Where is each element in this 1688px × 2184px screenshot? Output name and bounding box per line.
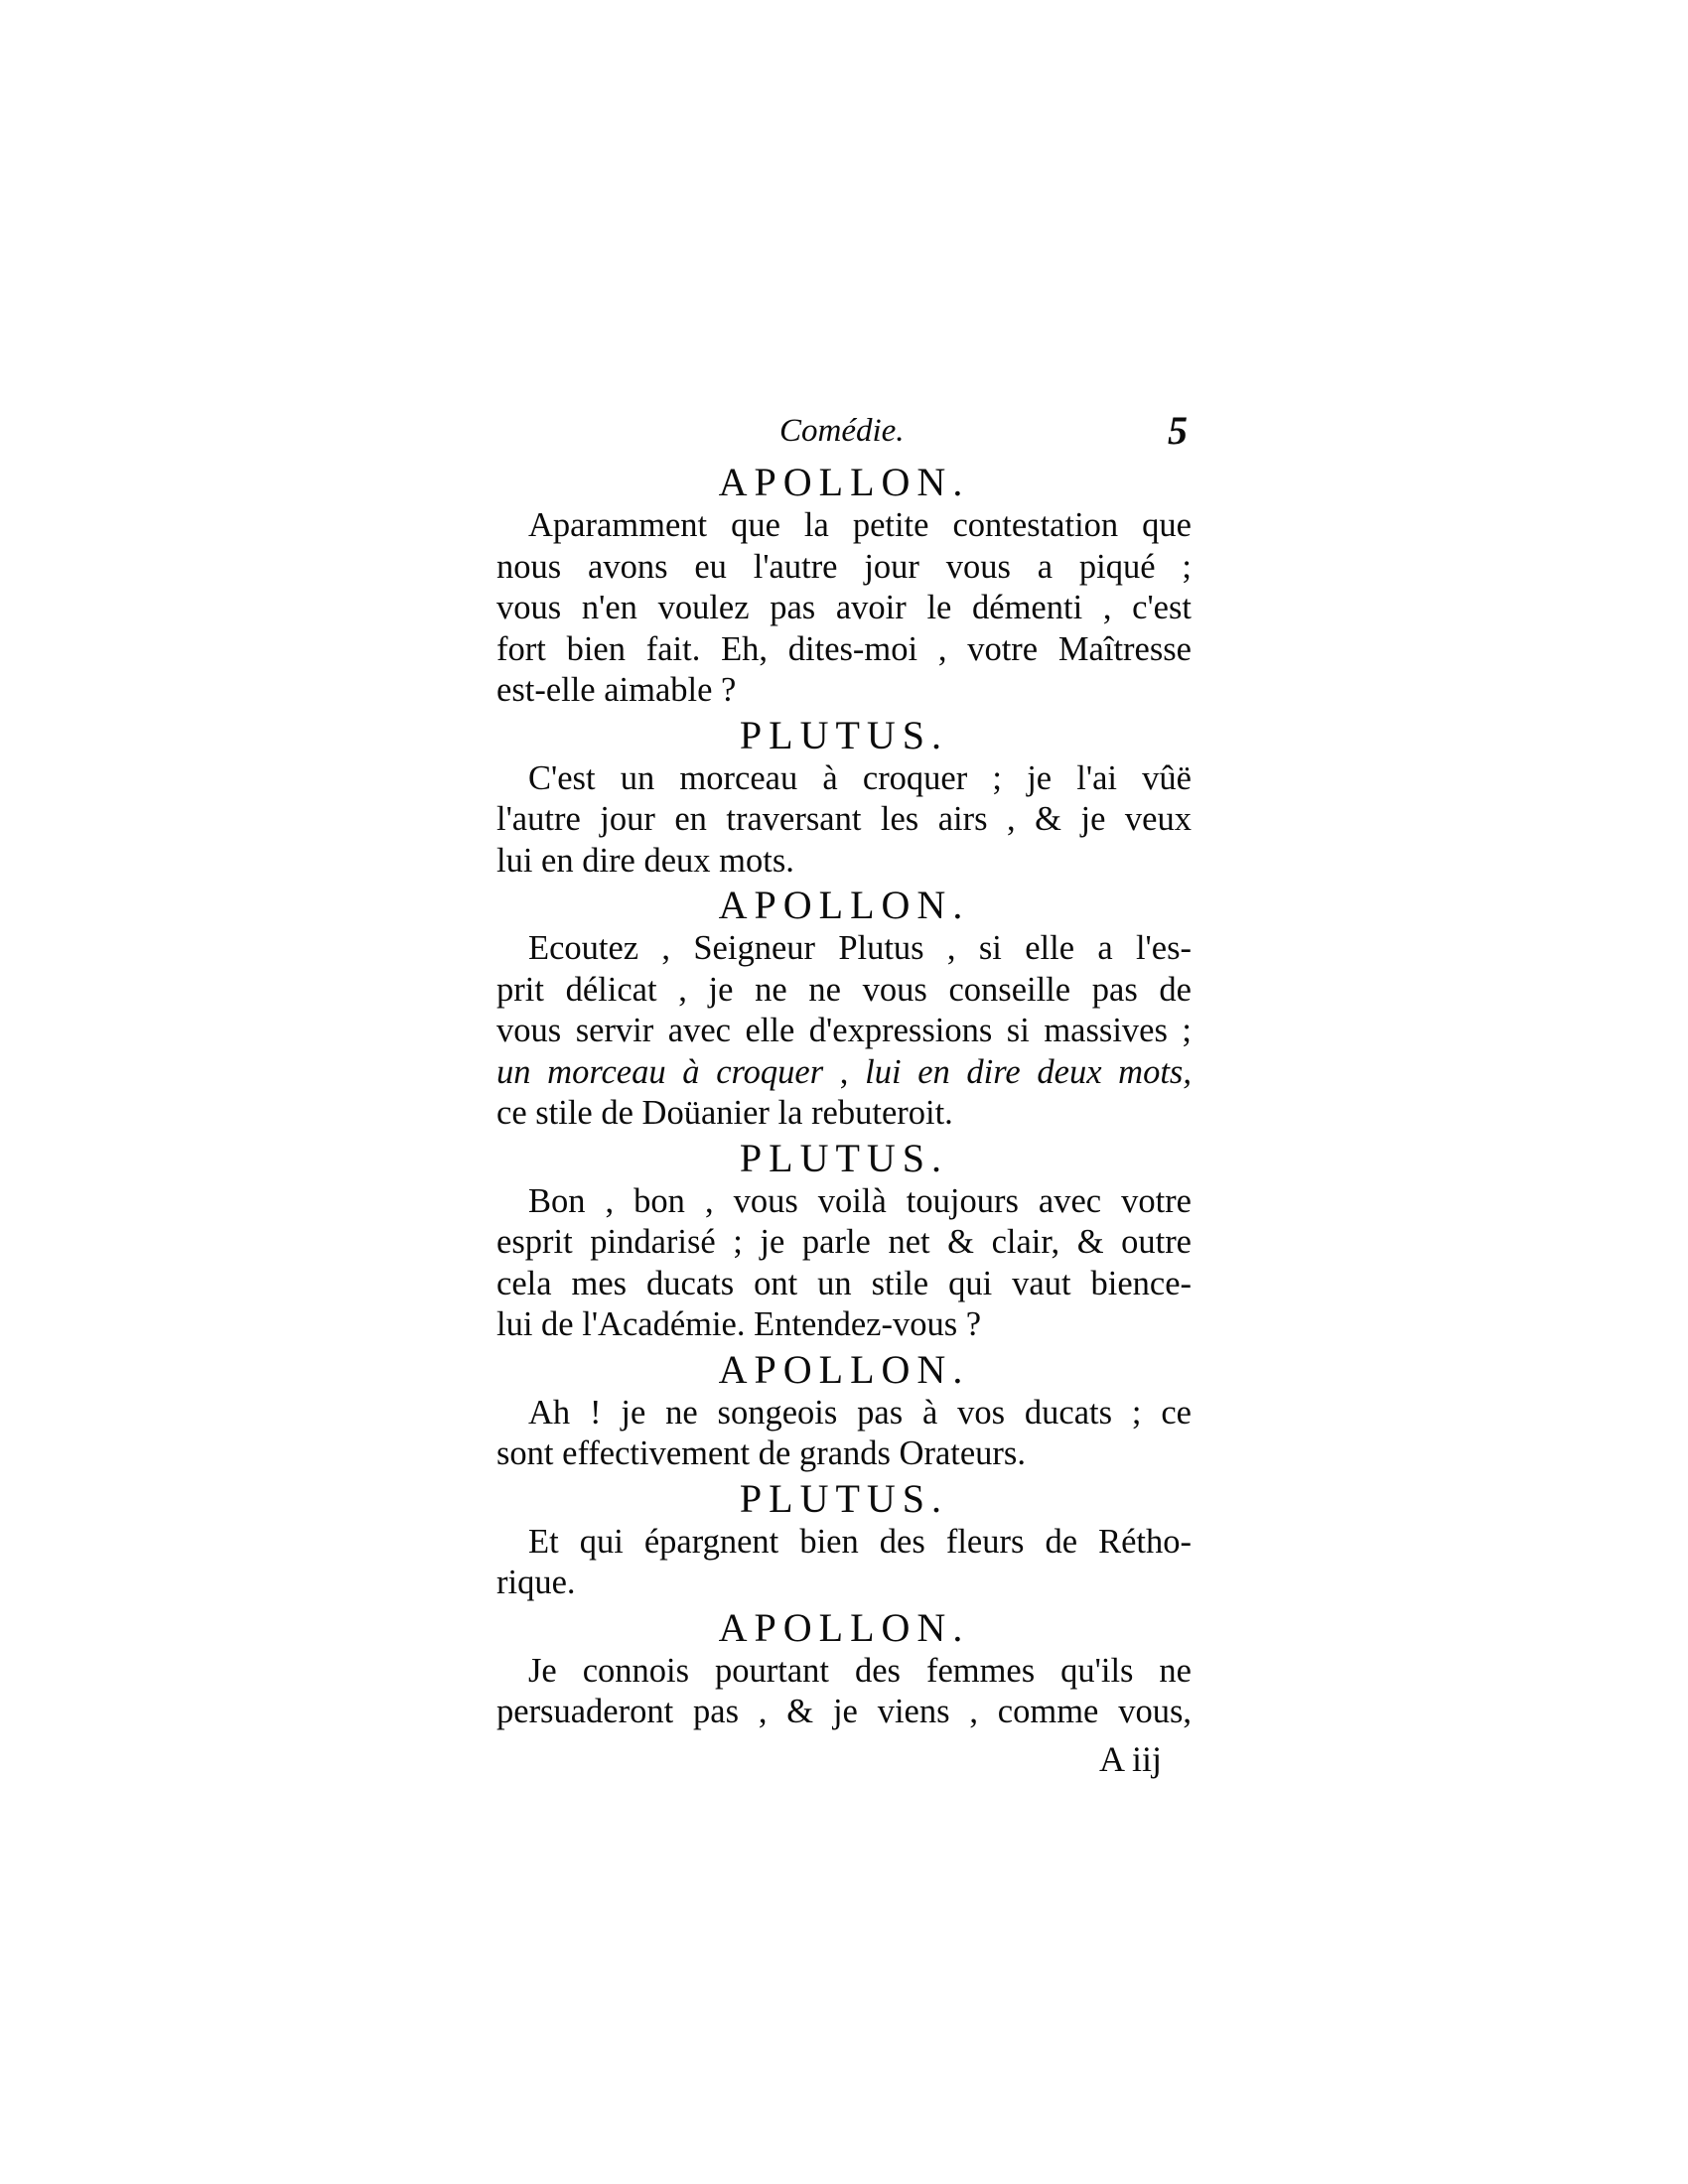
speech-line: est-elle aimable ? bbox=[496, 671, 737, 709]
book-page bbox=[496, 407, 1192, 1783]
speaker-name: APOLLON. bbox=[718, 883, 970, 927]
speech-line: sont effectivement de grands Orateurs. bbox=[496, 1434, 1026, 1472]
speech-line: cela mes ducats ont un stile qui vaut bience- bbox=[496, 1264, 1192, 1302]
speech-line: lui en dire deux mots. bbox=[496, 841, 794, 880]
speech-line: ce stile de Doüanier la rebuteroit. bbox=[496, 1094, 953, 1132]
speech-line: Ah ! je ne songeois pas à vos ducats ; ce bbox=[528, 1393, 1192, 1432]
speaker-name: PLUTUS. bbox=[739, 1475, 949, 1521]
speech-line: Ecoutez , Seigneur Plutus , si elle a l'es- bbox=[528, 929, 1192, 967]
speech-line: C'est un morceau à croquer ; je l'ai vûë bbox=[528, 758, 1192, 797]
speech-line: fort bien fait. Eh, dites-moi , votre Maîtresse bbox=[496, 629, 1192, 668]
quote-separator: , bbox=[823, 1052, 866, 1091]
running-head bbox=[496, 407, 1192, 459]
speech bbox=[496, 1181, 1192, 1346]
page-number: 5 bbox=[1168, 408, 1188, 453]
speech bbox=[496, 505, 1192, 712]
speaker-name: APOLLON. bbox=[718, 1346, 970, 1392]
speech-line: Et qui épargnent bien des fleurs de Rétho- bbox=[528, 1522, 1192, 1561]
speech bbox=[496, 758, 1192, 883]
speaker-name: PLUTUS. bbox=[739, 1135, 949, 1180]
speech bbox=[496, 1393, 1192, 1475]
speech-line: vous servir avec elle d'expressions si massives ; bbox=[496, 1012, 1192, 1049]
speaker-name: APOLLON. bbox=[718, 460, 970, 504]
speech-line: persuaderont pas , & je viens , comme vous, bbox=[496, 1693, 1192, 1730]
speech-line: prit délicat , je ne ne vous conseille pas de bbox=[496, 970, 1192, 1009]
speech-line-italic-quote bbox=[496, 1052, 1192, 1094]
speech-line: vous n'en voulez pas avoir le démenti , c'est bbox=[496, 589, 1192, 626]
speech bbox=[496, 928, 1192, 1135]
speech bbox=[496, 1522, 1192, 1604]
speech-line: nous avons eu l'autre jour vous a piqué ; bbox=[496, 547, 1192, 586]
speaker-name: PLUTUS. bbox=[739, 712, 949, 757]
speech-line: esprit pindarisé ; je parle net & clair, & outre bbox=[496, 1223, 1192, 1261]
signature-mark: A iij bbox=[1098, 1738, 1162, 1779]
italic-quote: lui en dire deux mots, bbox=[865, 1052, 1192, 1091]
running-title: Comédie. bbox=[779, 413, 905, 449]
italic-quote: un morceau à croquer bbox=[496, 1052, 824, 1091]
speech-line: Bon , bon , vous voilà toujours avec votre bbox=[528, 1181, 1192, 1220]
speech-line: rique. bbox=[496, 1564, 576, 1601]
speech-line: l'autre jour en traversant les airs , & je veux bbox=[496, 800, 1192, 838]
speech-line: Aparamment que la petite contestation que bbox=[528, 506, 1192, 544]
speaker-name: APOLLON. bbox=[718, 1604, 970, 1650]
speech-line: lui de l'Académie. Entendez-vous ? bbox=[496, 1305, 982, 1343]
speech-line: Je connois pourtant des femmes qu'ils ne bbox=[528, 1651, 1192, 1690]
speech bbox=[496, 1651, 1192, 1733]
